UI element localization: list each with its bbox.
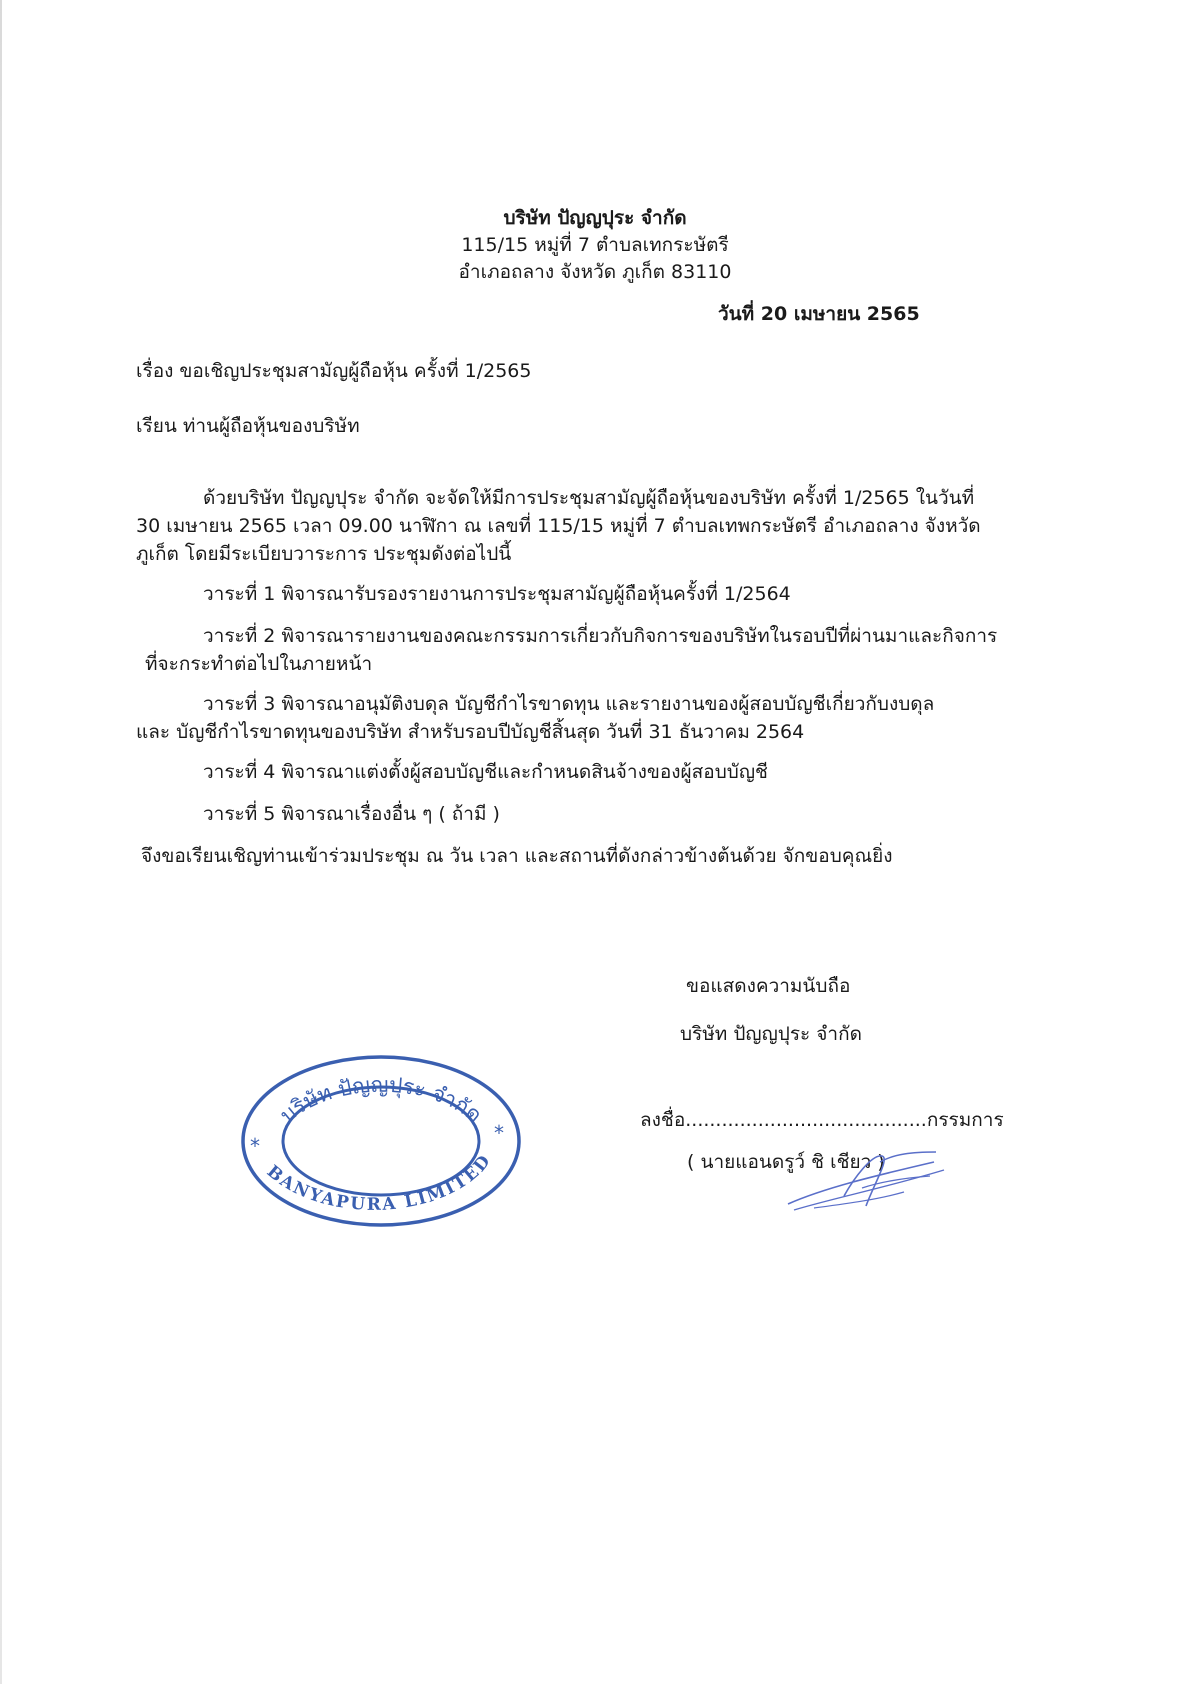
- handwritten-signature: [784, 1148, 954, 1218]
- signer-name: ( นายแอนดรูว์ ชิ เชียว ): [687, 1151, 885, 1173]
- signature-line: [640, 1106, 1004, 1134]
- signoff-company: บริษัท ปัญญปุระ จำกัด: [680, 1023, 862, 1045]
- agenda-item-2-line-1: วาระที่ 2 พิจารณารายงานของคณะกรรมการเกี่ยวกับกิจการของบริษัทในรอบปีที่ผ่านมาและกิจการ: [203, 625, 998, 647]
- company-name: บริษัท ปัญญปุระ จำกัด: [503, 207, 687, 229]
- agenda-item-2-line-2: ที่จะกระทำต่อไปในภายหน้า: [145, 653, 373, 675]
- regards-text: ขอแสดงความนับถือ: [686, 975, 851, 997]
- intro-line-2: 30 เมษายน 2565 เวลา 09.00 นาฬิกา ณ เลขที่ 115/15 หมู่ที่ 7 ตำบลเทพกระษัตรี อำเภอถลาง จังหวัด: [136, 515, 981, 537]
- letter-subject: เรื่อง ขอเชิญประชุมสามัญผู้ถือหุ้น ครั้งที่ 1/2565: [136, 360, 532, 382]
- sign-title: กรรมการ: [926, 1109, 1004, 1131]
- letter-salutation: เรียน ท่านผู้ถือหุ้นของบริษัท: [136, 415, 360, 437]
- address-line-1: 115/15 หมู่ที่ 7 ตำบลเทกระษัตรี: [461, 234, 729, 256]
- letter-date: วันที่ 20 เมษายน 2565: [718, 303, 920, 325]
- stamp-thai-text: บริษัท ปัญญปุระ จำกัด: [275, 1072, 487, 1128]
- stamp-left-star: *: [250, 1134, 260, 1158]
- agenda-item-3-line-1: วาระที่ 3 พิจารณาอนุมัติงบดุล บัญชีกำไรขาดทุน และรายงานของผู้สอบบัญชีเกี่ยวกับงบดุล: [203, 693, 935, 715]
- sign-prefix: ลงชื่อ: [640, 1109, 686, 1131]
- address-line-2: อำเภอถลาง จังหวัด ภูเก็ต 83110: [458, 261, 732, 283]
- letterhead: [395, 205, 795, 286]
- scan-edge: [0, 0, 2, 1684]
- company-stamp: [236, 1052, 526, 1230]
- agenda-item-1: วาระที่ 1 พิจารณารับรองรายงานการประชุมสามัญผู้ถือหุ้นครั้งที่ 1/2564: [203, 583, 791, 605]
- agenda-item-4: วาระที่ 4 พิจารณาแต่งตั้งผู้สอบบัญชีและกำหนดสินจ้างของผู้สอบบัญชี: [203, 761, 768, 783]
- agenda-item-5: วาระที่ 5 พิจารณาเรื่องอื่น ๆ ( ถ้ามี ): [203, 803, 500, 825]
- intro-line-1: ด้วยบริษัท ปัญญปุระ จำกัด จะจัดให้มีการประชุมสามัญผู้ถือหุ้นของบริษัท ครั้งที่ 1/2565 ในวันที่: [203, 487, 975, 509]
- stamp-english-text: BANYAPURA LIMITED: [262, 1150, 496, 1215]
- sign-dots: ........................................: [685, 1109, 927, 1131]
- intro-line-3: ภูเก็ต โดยมีระเบียบวาระการ ประชุมดังต่อไปนี้: [136, 543, 512, 565]
- stamp-right-star: *: [494, 1121, 504, 1145]
- closing-sentence: จึงขอเรียนเชิญท่านเข้าร่วมประชุม ณ วัน เวลา และสถานที่ดังกล่าวข้างต้นด้วย จักขอบคุณยิ่ง: [141, 845, 893, 867]
- agenda-item-3-line-2: และ บัญชีกำไรขาดทุนของบริษัท สำหรับรอบปีบัญชีสิ้นสุด วันที่ 31 ธันวาคม 2564: [136, 721, 805, 743]
